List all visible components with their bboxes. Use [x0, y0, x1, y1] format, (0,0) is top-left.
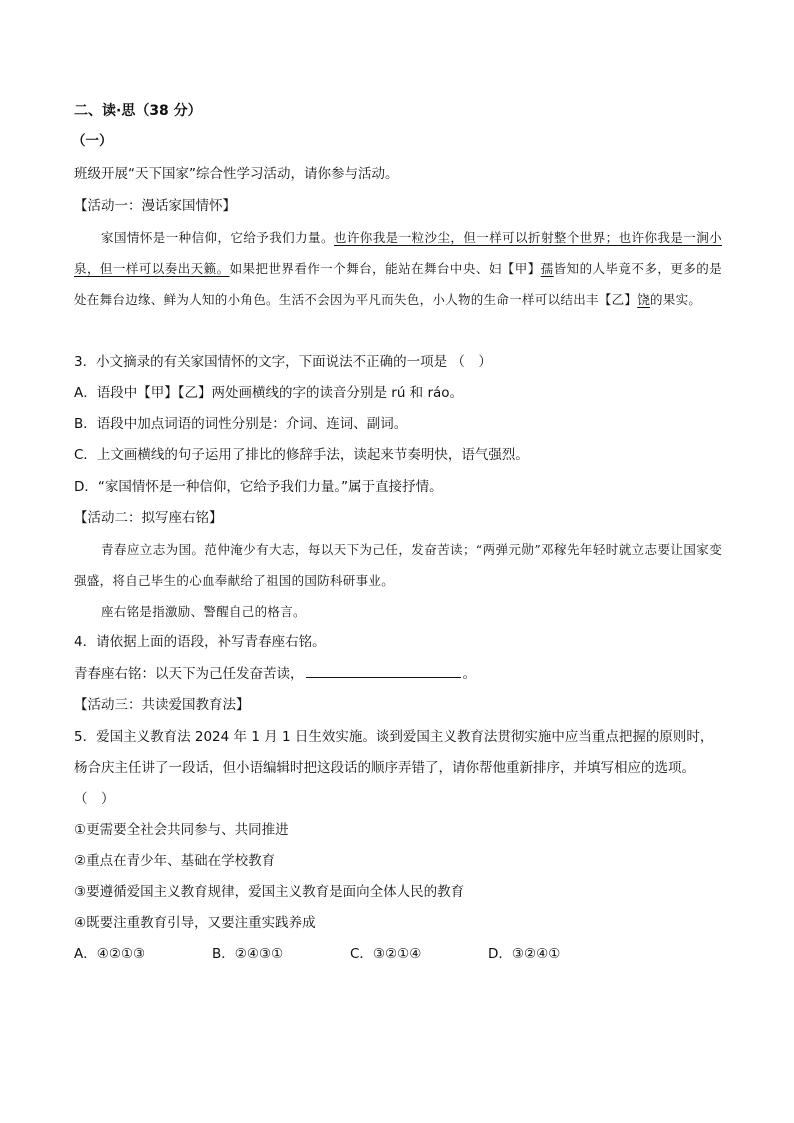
q5-sentence-3: ③要遵循爱国主义教育规律，爱国主义教育是面向全体人民的教育	[74, 884, 465, 900]
underlined-char-jia: 孺	[540, 261, 554, 276]
q5-stem-line2: 杨合庆主任讲了一段话，但小语编辑时把这段话的顺序弄错了，请你帮他重新排序，并填写相应的选项。	[74, 760, 695, 776]
q3-option-d: D．“家国情怀是一种信仰，它给予我们力量。”属于直接抒情。	[74, 479, 443, 495]
activity2-passage	[74, 534, 722, 627]
activity2-heading: 【活动二：拟写座右铭】	[74, 510, 223, 526]
q5-sentence-1: ①更需要全社会共同参与、共同推进	[74, 822, 289, 838]
q3-option-b: B．语段中加点词语的词性分别是：介词、连词、副词。	[74, 416, 408, 432]
q5-option-d[interactable]: D．③②④①	[488, 946, 561, 962]
q5-sentence-2: ②重点在青少年、基础在学校教育	[74, 853, 276, 869]
q3-stem: 3．小文摘录的有关家国情怀的文字，下面说法不正确的一项是 （ ）	[74, 354, 492, 370]
q3-option-a: A．语段中【甲】【乙】两处画横线的字的读音分别是 rú 和 ráo。	[74, 385, 464, 401]
underlined-char-yi: 饶	[637, 292, 651, 307]
fill-prefix: 青春座右铭：以天下为己任发奋苦读，	[74, 666, 304, 682]
q5-options	[74, 944, 626, 964]
passage-sentence: 家国情怀是一种信仰，它给予我们力量。	[101, 230, 334, 245]
passage-sentence: 如果把世界看作一个舞台，能站在舞台中央、妇【甲】	[229, 261, 541, 276]
passage-sentence: 皆知的人毕竟不多，更多的是处在舞台边缘、鲜为人知的小角色。生活不会因为平凡而失色，小人物的生命一样可以结出丰【乙】	[74, 261, 722, 307]
q5-sentence-4: ④既要注重教育引导，又要注重实践养成	[74, 915, 316, 931]
answer-blank[interactable]	[306, 663, 461, 678]
q5-answer-paren: （ ）	[74, 791, 115, 807]
activity1-passage	[74, 222, 722, 315]
passage-sentence: 的果实。	[650, 292, 702, 307]
q5-stem-line1: 5．爱国主义教育法 2024 年 1 月 1 日生效实施。谈到爱国主义教育法贯彻实施中应当重点把握的原则时，	[74, 729, 714, 745]
q4-fill	[74, 663, 476, 684]
section-intro: 班级开展“天下国家”综合性学习活动，请你参与活动。	[74, 166, 399, 182]
activity1-heading: 【活动一：漫话家国情怀】	[74, 198, 236, 214]
passage-paragraph: 青春应立志为国。范仲淹少有大志，每以天下为己任，发奋苦读；“两弹元勋”邓稼先年轻时就立志要让国家变强盛，将自己毕生的心血奉献给了祖国的国防科研事业。	[74, 542, 722, 588]
activity3-heading: 【活动三：共读爱国教育法】	[74, 697, 250, 713]
section-title: 二、读·思（38 分）	[74, 103, 202, 119]
fill-suffix: 。	[462, 666, 476, 682]
q5-option-c[interactable]: C．③②①④	[350, 946, 422, 962]
passage-paragraph: 座右铭是指激励、警醒自己的格言。	[101, 604, 306, 619]
part-label: （一）	[72, 133, 113, 149]
q4-stem: 4．请依据上面的语段，补写青春座右铭。	[74, 634, 326, 650]
q5-option-a[interactable]: A．④②①③	[74, 946, 146, 962]
q5-option-b[interactable]: B．②④③①	[212, 946, 284, 962]
underlined-sentence: 也许你我是一粒沙尘，但一样可以折射整个世界；也许你我是一涧小泉，但一样可以奏出天籁。	[74, 230, 722, 276]
q3-option-c: C．上文画横线的句子运用了排比的修辞手法，读起来节奏明快，语气强烈。	[74, 447, 529, 463]
